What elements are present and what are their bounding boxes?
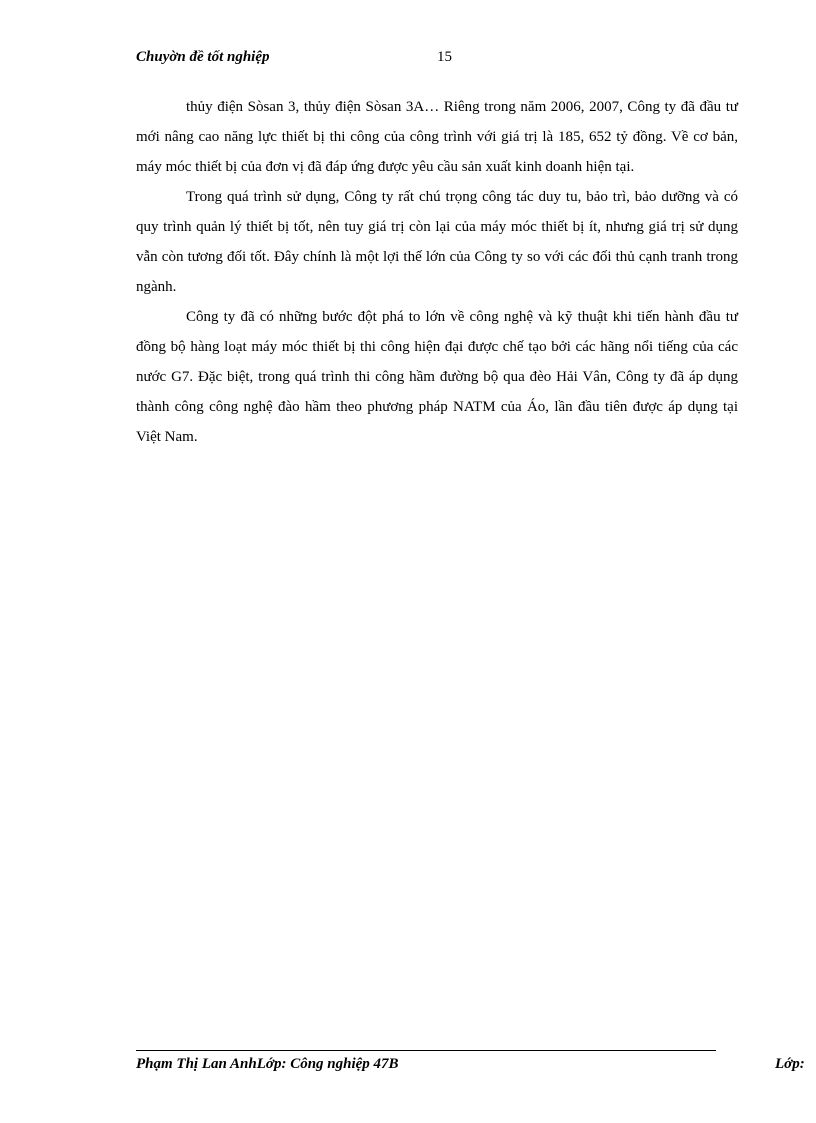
footer-author-class: Phạm Thị Lan AnhLớp: Công nghiệp 47B — [136, 1056, 399, 1072]
footer-divider — [136, 1050, 716, 1051]
paragraph-1: thủy điện Sòsan 3, thủy điện Sòsan 3A… Riêng trong năm 2006, 2007, Công ty đã đầu tư mới nâng cao năng lực thiết bị thi công của công trình với giá trị là 185, 652 tỷ đồng. Về cơ bản, máy móc thiết bị của đơn vị đã đáp ứng được yêu cầu sản xuất kinh doanh hiện tại. — [136, 99, 738, 175]
paragraph-2: Trong quá trình sử dụng, Công ty rất chú trọng công tác duy tu, bảo trì, bảo dưỡng và có quy trình quản lý thiết bị tốt, nên tuy giá trị còn lại của máy móc thiết bị ít, nhưng giá trị sử dụng vẫn còn tương đối tốt. Đây chính là một lợi thế lớn của Công ty so với các đối thủ cạnh tranh trong ngành. — [136, 189, 738, 295]
footer-class-label: Lớp: — [775, 1056, 805, 1072]
header-title: Chuyờn đề tốt nghiệp — [136, 49, 270, 65]
body-text — [136, 92, 738, 452]
page-number: 15 — [437, 49, 452, 65]
paragraph-3: Công ty đã có những bước đột phá to lớn về công nghệ và kỹ thuật khi tiến hành đầu tư đồng bộ hàng loạt máy móc thiết bị thi công hiện đại được chế tạo bởi các hãng nổi tiếng của các nước G7. Đặc biệt, trong quá trình thi công hầm đường bộ qua đèo Hải Vân, Công ty đã áp dụng thành công công nghệ đào hầm theo phương pháp NATM của Áo, lần đầu tiên được áp dụng tại Việt Nam. — [136, 309, 738, 445]
